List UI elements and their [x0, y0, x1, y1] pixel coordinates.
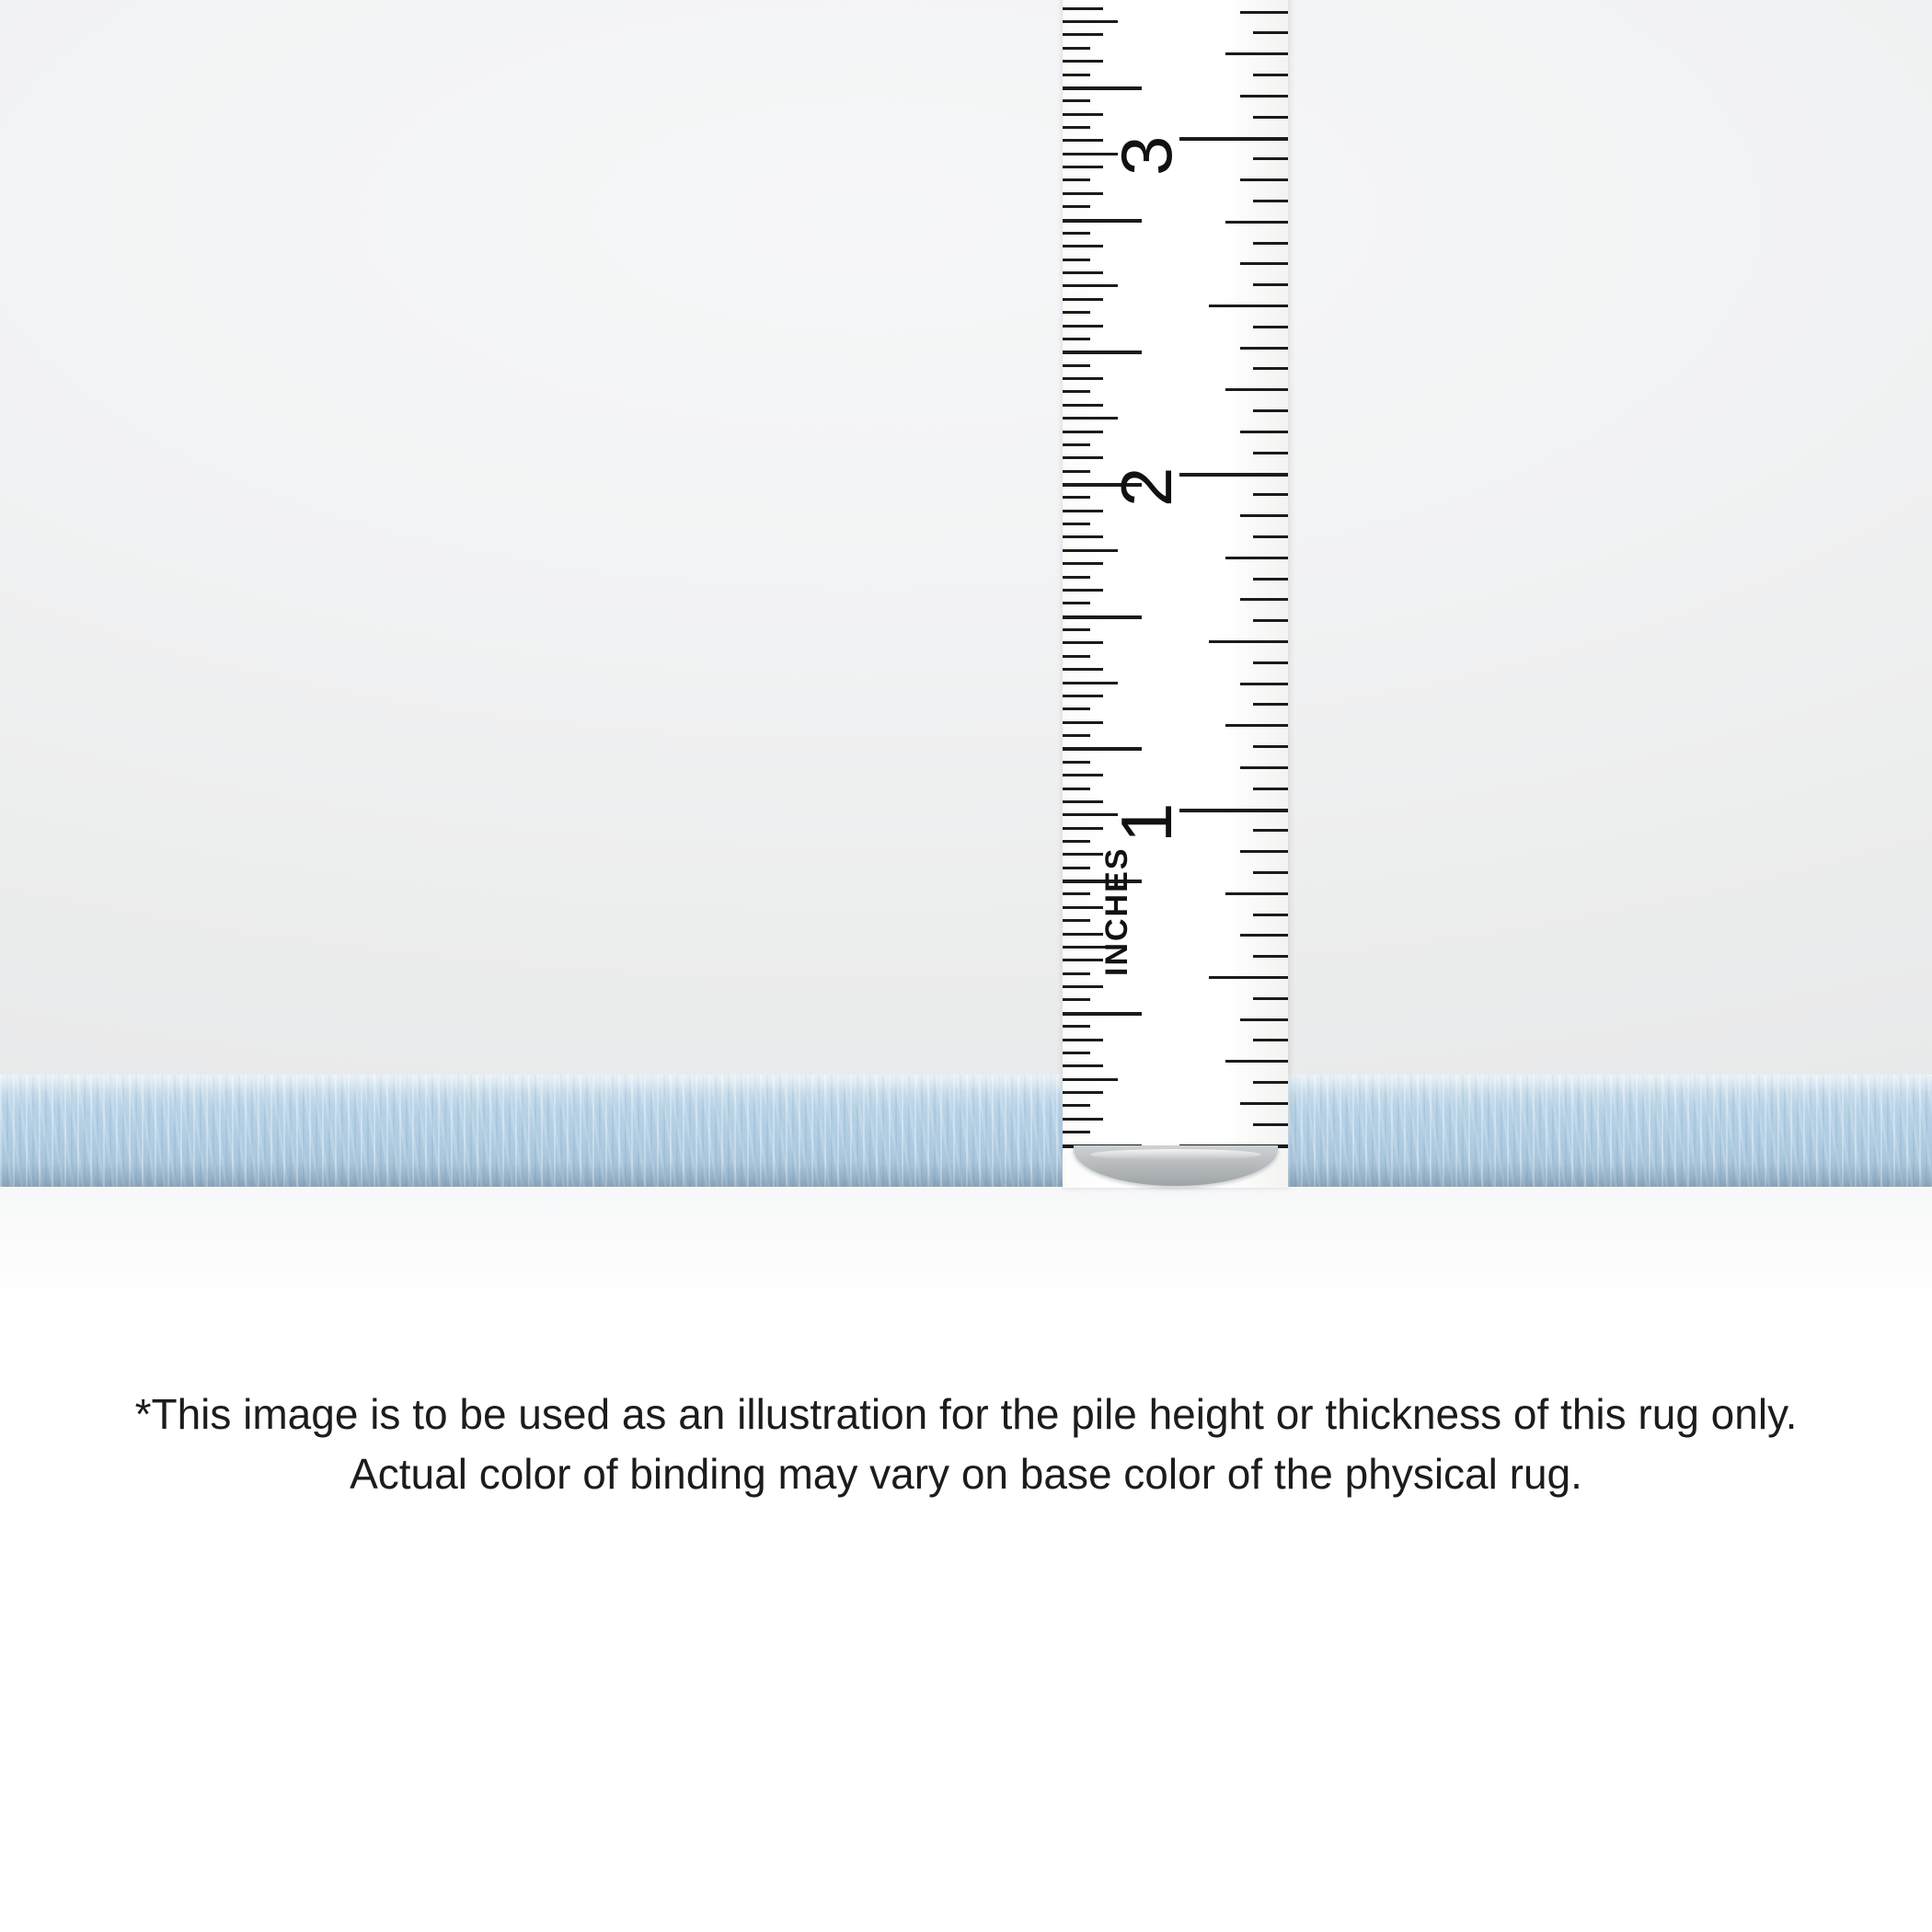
caption-line-1: *This image is to be used as an illustration for the pile height or thickness of this rug only.	[134, 1390, 1798, 1438]
ruler-tick-secondary	[1063, 721, 1103, 724]
ruler-tick	[1240, 1018, 1288, 1021]
ruler-tick	[1240, 766, 1288, 769]
ruler-tick	[1240, 850, 1288, 853]
ruler-tick-secondary	[1063, 549, 1118, 552]
ruler-tick	[1253, 409, 1288, 412]
ruler-tick-secondary	[1063, 47, 1090, 50]
ruler-tick	[1240, 178, 1288, 181]
ruler-tick-secondary	[1063, 972, 1090, 975]
ruler-number-2: 2	[1106, 466, 1187, 507]
ruler-tick-secondary	[1063, 284, 1118, 287]
ruler-tick-secondary	[1063, 682, 1118, 684]
ruler-tick-secondary	[1063, 840, 1090, 843]
tape-measure	[1063, 0, 1288, 1188]
rug-binding-highlight	[0, 1075, 1932, 1106]
ruler-tick	[1253, 745, 1288, 748]
ruler-tick-secondary	[1063, 959, 1103, 961]
ruler-tick	[1225, 221, 1288, 224]
ruler-tick-secondary	[1063, 271, 1103, 274]
ruler-tick-secondary	[1063, 311, 1090, 314]
ruler-tick-secondary	[1063, 747, 1142, 751]
ruler-tick-secondary	[1063, 919, 1090, 922]
ruler-tick-secondary	[1063, 20, 1118, 23]
ruler-tick	[1253, 788, 1288, 790]
ruler-tick	[1240, 431, 1288, 433]
ruler-tick-secondary	[1063, 205, 1090, 208]
ruler-tick-secondary	[1063, 774, 1103, 776]
ruler-tick-secondary	[1063, 351, 1142, 354]
ruler-tick-secondary	[1063, 655, 1090, 658]
ruler-tick-secondary	[1063, 734, 1090, 737]
ruler-tick	[1209, 976, 1288, 979]
ruler-tick	[1225, 724, 1288, 727]
ruler-tick-secondary	[1063, 259, 1090, 261]
ruler-tick	[1253, 157, 1288, 160]
ruler-tick	[1253, 871, 1288, 874]
ruler-tick	[1179, 809, 1288, 812]
ruler-tick-secondary	[1063, 1091, 1103, 1094]
ruler-tick-secondary	[1063, 298, 1103, 301]
ruler-tick	[1253, 578, 1288, 581]
ruler-tick	[1240, 262, 1288, 265]
ruler-tick	[1253, 1039, 1288, 1041]
ruler-tick	[1253, 1123, 1288, 1126]
ruler-tick-secondary	[1063, 906, 1103, 909]
ruler-tick	[1240, 514, 1288, 517]
ruler-tick-secondary	[1063, 86, 1142, 90]
ruler-tick-secondary	[1063, 178, 1090, 181]
ruler-tick	[1253, 116, 1288, 119]
ruler-tick-secondary	[1063, 456, 1103, 459]
ruler-tick	[1240, 95, 1288, 98]
ruler-tick-secondary	[1063, 892, 1090, 895]
ruler-tick	[1253, 955, 1288, 958]
ruler-tick	[1253, 703, 1288, 706]
ruler-tick-secondary	[1063, 496, 1090, 499]
ruler-tick-secondary	[1063, 1052, 1090, 1054]
ruler-tick-secondary	[1063, 126, 1090, 129]
ruler-tick-secondary	[1063, 788, 1090, 790]
ruler-tick-secondary	[1063, 113, 1103, 116]
ruler-tick-secondary	[1063, 1118, 1103, 1121]
ruler-tick	[1253, 283, 1288, 286]
ruler-tick	[1253, 242, 1288, 245]
ruler-tick	[1179, 473, 1288, 477]
floor-surface	[0, 1187, 1932, 1316]
ruler-tick	[1253, 200, 1288, 202]
caption-line-2: Actual color of binding may vary on base color of the physical rug.	[350, 1450, 1582, 1499]
ruler-tick-secondary	[1063, 562, 1103, 565]
ruler-tick-secondary	[1063, 1064, 1103, 1067]
ruler-tick-secondary	[1063, 1039, 1103, 1041]
ruler-tick-secondary	[1063, 364, 1090, 367]
ruler-tick-secondary	[1063, 827, 1103, 830]
ruler-tick	[1253, 914, 1288, 916]
ruler-tick	[1253, 493, 1288, 496]
rug-binding-edge	[0, 1075, 1932, 1187]
ruler-tick-secondary	[1063, 60, 1103, 63]
ruler-tick-secondary	[1063, 219, 1142, 223]
ruler-tick-secondary	[1063, 192, 1103, 195]
ruler-tick-secondary	[1063, 985, 1103, 988]
ruler-tick	[1209, 305, 1288, 307]
ruler-tick-secondary	[1063, 695, 1103, 697]
ruler-tick	[1253, 1081, 1288, 1084]
ruler-tick-secondary	[1063, 1104, 1090, 1107]
ruler-tick	[1253, 452, 1288, 454]
ruler-tick-secondary	[1063, 535, 1103, 538]
ruler-tick	[1240, 11, 1288, 14]
ruler-tick-secondary	[1063, 761, 1090, 764]
ruler-tick-secondary	[1063, 470, 1090, 473]
ruler-tick-secondary	[1063, 668, 1103, 671]
ruler-tick-secondary	[1063, 867, 1090, 869]
ruler-tick	[1253, 535, 1288, 538]
ruler-tick-secondary	[1063, 510, 1103, 512]
ruler-tick	[1225, 892, 1288, 895]
ruler-tick-secondary	[1063, 933, 1103, 936]
ruler-tick	[1253, 829, 1288, 832]
ruler-tick-secondary	[1063, 390, 1090, 393]
ruler-tick	[1225, 557, 1288, 559]
tape-measure-tip-highlight	[1090, 1149, 1261, 1160]
ruler-tick-secondary	[1063, 1078, 1118, 1081]
ruler-tick	[1253, 997, 1288, 1000]
ruler-tick-secondary	[1063, 166, 1103, 168]
ruler-tick	[1240, 347, 1288, 350]
ruler-tick	[1253, 326, 1288, 328]
ruler-tick-secondary	[1063, 641, 1103, 644]
ruler-tick	[1179, 137, 1288, 141]
ruler-tick	[1225, 1060, 1288, 1063]
ruler-tick-secondary	[1063, 1012, 1142, 1016]
ruler-unit-label: INCHES	[1099, 846, 1134, 976]
ruler-tick	[1240, 598, 1288, 601]
ruler-tick-secondary	[1063, 1025, 1090, 1028]
ruler-tick	[1240, 934, 1288, 937]
ruler-tick	[1240, 683, 1288, 685]
rug-binding-shade	[0, 1163, 1932, 1187]
ruler-number-3: 3	[1106, 135, 1187, 176]
ruler-tick	[1240, 1102, 1288, 1105]
ruler-tick-secondary	[1063, 431, 1103, 433]
ruler-tick-secondary	[1063, 404, 1103, 407]
ruler-tick-secondary	[1063, 139, 1103, 142]
ruler-tick	[1253, 661, 1288, 664]
ruler-tick	[1225, 52, 1288, 55]
caption-block	[0, 1385, 1932, 1505]
ruler-tick-secondary	[1063, 99, 1090, 102]
ruler-tick-secondary	[1063, 998, 1090, 1001]
ruler-tick-secondary	[1063, 232, 1090, 235]
ruler-tick	[1225, 388, 1288, 391]
ruler-tick-secondary	[1063, 245, 1103, 247]
ruler-tick-secondary	[1063, 377, 1103, 380]
ruler-tick	[1253, 74, 1288, 76]
ruler-tick	[1253, 367, 1288, 370]
ruler-tick-secondary	[1063, 853, 1103, 856]
ruler-tick-secondary	[1063, 615, 1142, 619]
ruler-tick-secondary	[1063, 523, 1090, 525]
ruler-tick	[1253, 619, 1288, 622]
ruler-tick-secondary	[1063, 576, 1090, 579]
ruler-tick-secondary	[1063, 338, 1090, 340]
ruler-tick-secondary	[1063, 800, 1103, 803]
ruler-tick-secondary	[1063, 1131, 1090, 1133]
ruler-tick-secondary	[1063, 443, 1090, 446]
ruler-tick	[1209, 640, 1288, 643]
ruler-tick-secondary	[1063, 628, 1090, 631]
ruler-tick-secondary	[1063, 417, 1118, 420]
ruler-tick-secondary	[1063, 325, 1103, 328]
ruler-tick-secondary	[1063, 33, 1103, 36]
ruler-tick	[1253, 31, 1288, 34]
ruler-tick-secondary	[1063, 707, 1090, 710]
ruler-number-1: 1	[1106, 802, 1187, 843]
ruler-tick-secondary	[1063, 602, 1090, 604]
ruler-tick-secondary	[1063, 74, 1090, 76]
ruler-tick-secondary	[1063, 589, 1103, 592]
ruler-tick-secondary	[1063, 7, 1103, 10]
